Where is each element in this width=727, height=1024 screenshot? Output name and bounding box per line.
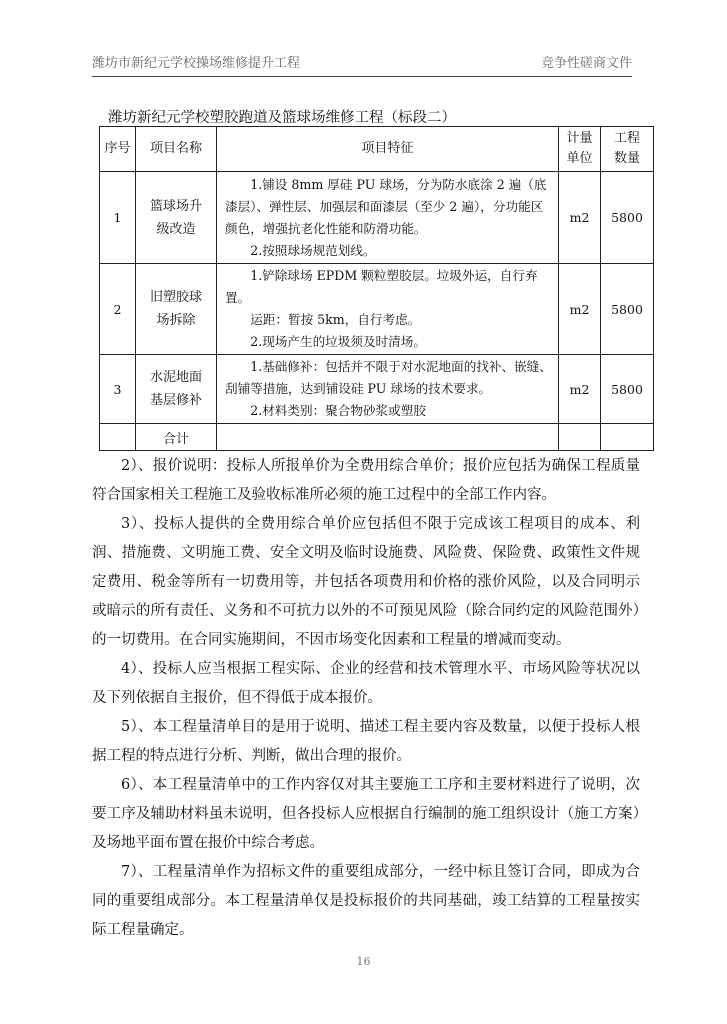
page-number: 16	[356, 955, 371, 968]
col-header-qty-line1: 工程	[613, 131, 640, 146]
header-project-name: 潍坊市新纪元学校操场维修提升工程	[92, 56, 301, 71]
row-unit: m2	[559, 264, 601, 355]
row-name-line2: 基层修补	[149, 393, 202, 408]
total-feature-cell	[217, 424, 559, 451]
total-unit-cell	[559, 424, 601, 451]
col-header-unit	[559, 127, 601, 172]
row-seq: 1	[100, 172, 136, 264]
row-feature	[217, 264, 559, 355]
row-unit: m2	[559, 172, 601, 264]
row-feature-item: 运距：暂按 5km，自行考虑。	[250, 312, 421, 327]
header-document-type: 竞争性磋商文件	[540, 56, 632, 71]
row-name-line2: 级改造	[156, 221, 196, 237]
paragraph-unit-price-scope: 3）、投标人提供的全费用综合单价应包括但不限于完成该工程项目的成本、利润、措施费、文明施工费、安全文明及临时设施费、风险费、保险费、政策性文件规定费用、税金等所有一切费用等，并包括各项费用和价格的涨价风险，以及合同明示或暗示的所有责任、义务和不可抗力以外的不可预见风险（除合同约定的风险范围外）的一切费用。在合同实施期间，不因市场变化因素和工程量的增减而变动。	[92, 516, 640, 648]
table-row	[100, 355, 654, 424]
row-unit: m2	[559, 355, 601, 424]
paragraph-pricing-note: 2）、报价说明：投标人所报单价为全费用综合单价；报价应包括为确保工程质量符合国家相关工程施工及验收标准所必须的施工过程中的全部工作内容。	[92, 458, 640, 503]
paragraph-work-content: 6）、本工程量清单中的工作内容仅对其主要施工工序和主要材料进行了说明，次要工序及辅助材料虽未说明，但各投标人应根据自行编制的施工组织设计（施工方案）及场地平面布置在报价中综合考虑。	[92, 777, 640, 851]
row-feature-item: 2.材料类别：聚合物砂浆或塑胶	[250, 403, 426, 418]
table-total-row	[100, 424, 654, 451]
bill-of-quantities-table	[99, 126, 654, 451]
col-header-qty	[601, 127, 654, 172]
row-name	[136, 264, 217, 355]
row-seq: 3	[100, 355, 136, 424]
total-seq-cell	[100, 424, 136, 451]
row-qty: 5800	[601, 172, 654, 264]
table-row	[100, 172, 654, 264]
row-name-line2: 场拆除	[156, 313, 196, 328]
col-header-feature: 项目特征	[217, 127, 559, 172]
paragraph-contract-part: 7）、工程量清单作为招标文件的重要组成部分，一经中标且签订合同，即成为合同的重要组成部分。本工程量清单仅是投标报价的共同基础，竣工结算的工程量按实际工程量确定。	[92, 864, 640, 938]
table-title: 潍坊新纪元学校塑胶跑道及篮球场维修工程（标段二）	[108, 110, 456, 126]
col-header-unit-line1: 计量	[566, 131, 593, 146]
row-feature	[217, 172, 559, 264]
total-label: 合计	[136, 424, 217, 451]
row-name	[136, 355, 217, 424]
row-name-line1: 旧塑胶球	[149, 290, 202, 305]
row-qty: 5800	[601, 355, 654, 424]
col-header-qty-line2: 数量	[613, 151, 640, 166]
row-name	[136, 172, 217, 264]
row-feature-item: 2.按照球场规范划线。	[250, 242, 376, 258]
paragraph-self-pricing: 4）、投标人应当根据工程实际、企业的经营和技术管理水平、市场风险等状况以及下列依据自主报价，但不得低于成本报价。	[92, 661, 640, 706]
row-feature-item: 2.现场产生的垃圾须及时清场。	[250, 334, 426, 349]
page-header	[92, 48, 632, 77]
row-feature-item: 1.基础修补：包括并不限于对水泥地面的找补、嵌缝、刮铺等措施，达到铺设硅 PU 球场的技术要求。	[225, 359, 552, 396]
col-header-seq: 序号	[100, 127, 136, 172]
col-header-unit-line2: 单位	[566, 151, 593, 166]
row-feature	[217, 355, 559, 424]
col-header-name: 项目名称	[136, 127, 217, 172]
row-name-line1: 篮球场升	[149, 198, 202, 214]
row-feature-item: 1.铺设 8mm 厚硅 PU 球场，分为防水底涂 2 遍（底漆层）、弹性层、加强层和面漆层（至少 2 遍），分功能区颜色，增强抗老化性能和防滑功能。	[225, 176, 547, 236]
row-seq: 2	[100, 264, 136, 355]
row-name-line1: 水泥地面	[149, 370, 202, 385]
table-header-row	[100, 127, 654, 172]
total-qty-cell	[601, 424, 654, 451]
row-qty: 5800	[601, 264, 654, 355]
row-feature-item: 1.铲除球场 EPDM 颗粒塑胶层。垃圾外运，自行弃置。	[225, 268, 538, 305]
table-row	[100, 264, 654, 355]
paragraph-bill-purpose: 5）、本工程量清单目的是用于说明、描述工程主要内容及数量，以便于投标人根据工程的特点进行分析、判断，做出合理的报价。	[92, 719, 640, 764]
